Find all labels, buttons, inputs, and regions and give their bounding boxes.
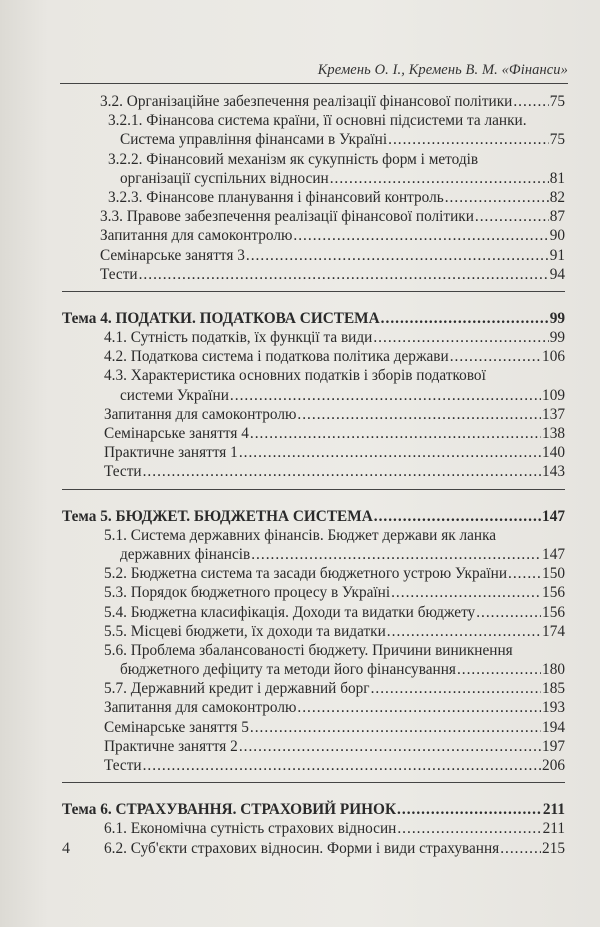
toc-entry	[62, 328, 565, 347]
topic5-section	[62, 507, 565, 784]
toc-entry	[62, 92, 565, 111]
dot-leader	[457, 660, 541, 679]
toc-entry-title: Запитання для самоконтролю	[104, 405, 297, 423]
toc-entry-title: Тести	[104, 757, 142, 774]
toc-entry-title: 5.4. Бюджетна класифікація. Доходи та видатки бюджету	[104, 603, 476, 621]
dot-leader	[373, 328, 548, 347]
dot-leader	[475, 207, 549, 226]
toc-entry	[62, 839, 565, 858]
toc-entry-title: 4.2. Податкова система і податкова політика держави	[104, 348, 449, 366]
toc-entry-title: Практичне заняття 2	[104, 737, 238, 755]
toc-entry-line: 5.6. Проблема збалансованості бюджету. Причини виникнення	[104, 641, 513, 659]
toc-entry-title: 5.3. Порядок бюджетного процесу в Україні	[104, 584, 391, 602]
toc-entry	[62, 698, 565, 717]
toc-entry-line: 3.2.2. Фінансовий механізм як сукупність форм і методів	[108, 150, 479, 168]
toc-page-number: 197	[542, 737, 565, 755]
topic4-section	[62, 309, 565, 490]
toc-entry	[62, 756, 565, 775]
toc-page-number: 82	[549, 188, 565, 206]
toc-page-number: 94	[549, 265, 565, 283]
dot-leader	[143, 462, 541, 481]
toc-entry-title: 6.2. Суб'єкти страхових відносин. Форми і види страхування	[104, 839, 500, 857]
dot-leader	[374, 507, 541, 526]
table-of-contents	[62, 92, 565, 858]
toc-entry	[62, 564, 565, 583]
topic-title: Тема 4. ПОДАТКИ. ПОДАТКОВА СИСТЕМА	[62, 309, 380, 327]
toc-entry	[62, 424, 565, 443]
toc-entry-title: Семінарське заняття 5	[104, 718, 249, 736]
toc-page-number: 90	[549, 227, 565, 245]
topic-heading	[62, 507, 565, 526]
toc-entry-title: Практичне заняття 1	[104, 444, 238, 462]
toc-entry-title: Запитання для самоконтролю	[104, 699, 297, 717]
dot-leader	[139, 265, 549, 284]
page-number: 4	[62, 840, 70, 857]
toc-entry	[62, 660, 565, 679]
section-rule	[62, 489, 565, 490]
toc-entry-title: 5.7. Державний кредит і державний борг	[104, 680, 370, 698]
toc-page-number: 185	[542, 680, 565, 698]
toc-page-number: 109	[542, 386, 565, 404]
toc-page-number: 147	[542, 507, 565, 525]
toc-entry-line: 5.1. Система державних фінансів. Бюджет держави як ланка	[104, 526, 497, 544]
toc-entry-title: 3.3. Правове забезпечення реалізації фінансової політики	[100, 208, 474, 226]
toc-entry-title: державних фінансів	[120, 545, 251, 563]
toc-entry	[62, 603, 565, 622]
toc-page-number: 206	[542, 757, 565, 774]
toc-page-number: 75	[549, 93, 565, 110]
dot-leader	[143, 756, 541, 775]
toc-entry-title: бюджетного дефіциту та методи його фінансування	[120, 661, 456, 679]
toc-page-number: 137	[542, 405, 565, 423]
dot-leader	[293, 226, 548, 245]
toc-entry-title: 3.2.3. Фінансове планування і фінансовий контроль	[108, 188, 444, 206]
dot-leader	[239, 443, 541, 462]
dot-leader	[500, 839, 541, 858]
dot-leader	[397, 800, 542, 819]
dot-leader	[388, 130, 549, 149]
toc-page-number: 138	[542, 425, 565, 442]
toc-page-number: 156	[542, 584, 565, 602]
toc-entry	[62, 386, 565, 405]
toc-page-number: 143	[542, 463, 565, 481]
toc-entry	[62, 462, 565, 481]
toc-entry	[62, 583, 565, 602]
toc-entry-title: організації суспільних відносин	[120, 169, 329, 187]
toc-page-number: 211	[542, 801, 565, 819]
section-rule	[62, 291, 565, 292]
toc-entry	[62, 679, 565, 698]
running-head: Кремень О. І., Кремень В. М. «Фінанси»	[317, 62, 568, 78]
topic-heading	[62, 309, 565, 328]
topic-heading	[62, 800, 565, 819]
toc-page-number: 81	[549, 169, 565, 187]
dot-leader	[381, 309, 549, 328]
toc-entry	[62, 737, 565, 756]
section-rule	[62, 782, 565, 783]
dot-leader	[297, 405, 541, 424]
dot-leader	[250, 424, 541, 443]
dot-leader	[330, 169, 549, 188]
toc-entry-title: Тести	[104, 463, 142, 481]
dot-leader	[397, 819, 541, 838]
toc-entry	[62, 265, 565, 284]
toc-entry-title: системи України	[120, 386, 229, 404]
toc-entry	[62, 819, 565, 838]
toc-page-number: 156	[542, 603, 565, 621]
toc-entry-title: Семінарське заняття 3	[100, 246, 245, 264]
dot-leader	[230, 386, 541, 405]
toc-entry	[62, 246, 565, 265]
toc-entry-title: 5.2. Бюджетна система та засади бюджетного устрою України	[104, 565, 508, 583]
toc-entry-title: Семінарське заняття 4	[104, 425, 249, 442]
toc-entry-line: 3.2.1. Фінансова система країни, її основні підсистеми та ланки.	[108, 112, 527, 130]
toc-entry	[62, 622, 565, 641]
toc-page-number: 180	[542, 661, 565, 679]
toc-entry-title: Запитання для самоконтролю	[100, 227, 293, 245]
dot-leader	[250, 718, 541, 737]
toc-page-number: 106	[542, 348, 565, 366]
toc-page-number: 87	[549, 208, 565, 226]
header-rule	[60, 83, 568, 84]
toc-entry	[62, 718, 565, 737]
dot-leader	[246, 246, 549, 265]
dot-leader	[387, 622, 541, 641]
toc-page-number: 150	[542, 565, 565, 583]
topic3-section	[62, 92, 565, 292]
toc-page-number: 99	[549, 329, 565, 347]
toc-entry	[62, 207, 565, 226]
toc-page-number: 193	[542, 699, 565, 717]
toc-entry-title: 4.1. Сутність податків, їх функції та види	[104, 329, 373, 347]
dot-leader	[476, 603, 541, 622]
dot-leader	[251, 545, 541, 564]
toc-entry-title: 3.2. Організаційне забезпечення реалізації фінансової політики	[100, 93, 513, 110]
topic-title: Тема 5. БЮДЖЕТ. БЮДЖЕТНА СИСТЕМА	[62, 507, 373, 525]
dot-leader	[450, 347, 541, 366]
toc-entry	[62, 130, 565, 149]
toc-entry-line: 4.3. Характеристика основних податків і зборів податкової	[104, 367, 486, 385]
toc-entry-title: 6.1. Економічна сутність страхових відносин	[104, 820, 397, 838]
toc-entry	[62, 188, 565, 207]
toc-entry-title: Система управління фінансами в Україні	[120, 131, 388, 149]
toc-entry	[62, 443, 565, 462]
topic6-section	[62, 800, 565, 858]
toc-page-number: 147	[542, 545, 565, 563]
dot-leader	[508, 564, 541, 583]
toc-page-number: 215	[542, 839, 565, 857]
toc-page-number: 99	[549, 309, 565, 327]
dot-leader	[371, 679, 541, 698]
dot-leader	[445, 188, 549, 207]
toc-page-number: 174	[542, 622, 565, 640]
dot-leader	[391, 583, 541, 602]
dot-leader	[297, 698, 541, 717]
toc-entry-title: Тести	[100, 265, 138, 283]
toc-page-number: 211	[542, 820, 565, 838]
toc-entry	[62, 347, 565, 366]
toc-entry-title: 5.5. Місцеві бюджети, їх доходи та видатки	[104, 622, 386, 640]
dot-leader	[513, 92, 548, 111]
toc-entry	[62, 226, 565, 245]
dot-leader	[239, 737, 541, 756]
toc-page-number: 194	[542, 718, 565, 736]
topic-title: Тема 6. СТРАХУВАННЯ. СТРАХОВИЙ РИНОК	[62, 801, 397, 819]
toc-page-number: 140	[542, 444, 565, 462]
toc-page-number: 91	[549, 246, 565, 264]
toc-entry	[62, 405, 565, 424]
toc-entry	[62, 545, 565, 564]
toc-page-number: 75	[549, 131, 565, 149]
toc-entry	[62, 169, 565, 188]
